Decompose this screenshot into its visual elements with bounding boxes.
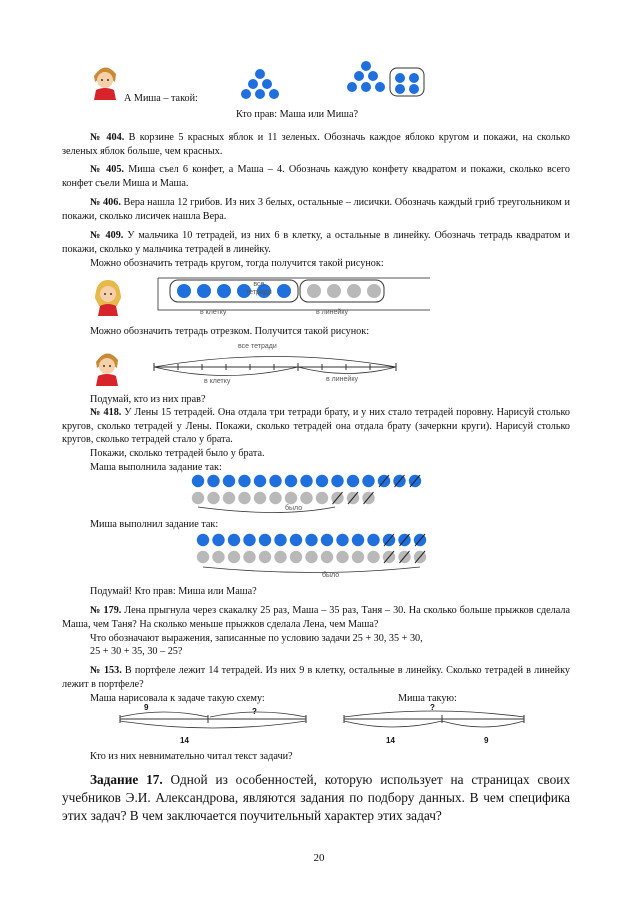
- dot-brother: [238, 492, 250, 504]
- masha-scheme-q: ?: [252, 707, 257, 716]
- label-was-1: было: [285, 505, 303, 512]
- label-all-notebooks: все тетради: [246, 281, 272, 296]
- dot-brother: [254, 492, 266, 504]
- boy-avatar-icon-2: [92, 346, 122, 386]
- dot-brother: [316, 492, 328, 504]
- girl-avatar-icon: [92, 276, 124, 316]
- dot-lena: [243, 534, 255, 546]
- misha-scheme-q: ?: [430, 703, 435, 712]
- dot-lena: [269, 475, 281, 487]
- task-405: № 405. Миша съел 6 конфет, а Маша – 4. Обозначь каждую конфету квадратом и покажи, сколько всего конфет съели Миша и Маша.: [62, 164, 570, 189]
- label-lined: в линейку: [316, 309, 348, 316]
- think-2: Подумай! Кто прав: Миша или Маша?: [90, 586, 257, 597]
- task-179-line2: Что обозначают выражения, записанные по условию задачи 25 + 30, 35 + 30,: [90, 633, 423, 644]
- task-404: № 404. В корзине 5 красных яблок и 11 зеленых. Обозначь каждое яблоко кругом и покажи, на сколько зеленых яблок больше, чем красных.: [62, 132, 570, 157]
- boy-avatar-icon: [90, 62, 120, 100]
- brace-was: [203, 567, 420, 573]
- dot-brother: [274, 551, 286, 563]
- dot-lena: [274, 534, 286, 546]
- misha-scheme: [342, 705, 542, 743]
- dot-brother: [228, 551, 240, 563]
- task-179-line3: 25 + 30 + 35, 30 – 25?: [90, 646, 183, 657]
- dot-brother: [336, 551, 348, 563]
- dot-lena: [212, 534, 224, 546]
- misha-scheme-14: 14: [386, 736, 395, 745]
- task-418-line4: Миша выполнил задание так:: [90, 519, 219, 530]
- dot-brother: [212, 551, 224, 563]
- dot-lena: [347, 475, 359, 487]
- task-153-misha: Миша такую:: [398, 693, 457, 704]
- task-179: № 179. Лена прыгнула через скакалку 25 раз, Маша – 35 раз, Таня – 30. На сколько больше прыжков сделала Маша, чем Таня? На сколько меньше прыжков сделала Лена, чем Маша?: [62, 605, 570, 630]
- dot-lena: [321, 534, 333, 546]
- dot-lena: [316, 475, 328, 487]
- notebooks-circle-diagram: [150, 276, 430, 320]
- dot-brother: [259, 551, 271, 563]
- dot-lena: [192, 475, 204, 487]
- dot-brother: [300, 492, 312, 504]
- dot-lena: [352, 534, 364, 546]
- page-number: 20: [313, 852, 325, 864]
- dot-brother: [269, 492, 281, 504]
- label-was-2: было: [322, 572, 340, 579]
- dot-lena: [367, 534, 379, 546]
- dot-lena: [362, 475, 374, 487]
- task-153: № 153. В портфеле лежит 14 тетрадей. Из них 9 в клетку, остальные в линейку. Сколько тетрадей в линейку лежит в портфеле?: [62, 665, 570, 690]
- segment-text: Можно обозначить тетрадь отрезком. Получится такой рисунок:: [90, 326, 370, 337]
- task-406: № 406. Вера нашла 12 грибов. Из них 3 белых, остальные – лисички. Обозначь каждый гриб треугольником и покажи, сколько лисичек нашла Вера.: [62, 197, 570, 222]
- dot-brother: [352, 551, 364, 563]
- masha-scheme-9: 9: [144, 703, 149, 712]
- dot-brother: [290, 551, 302, 563]
- task-409-line2: Можно обозначить тетрадь кругом, тогда получится такой рисунок:: [90, 258, 384, 269]
- masha-scheme-14: 14: [180, 736, 189, 745]
- seg-label-all: все тетради: [238, 343, 277, 350]
- misha-scheme-9: 9: [484, 736, 489, 745]
- task-418-line3: Маша выполнила задание так:: [90, 462, 222, 473]
- dot-lena: [259, 534, 271, 546]
- dot-lena: [336, 534, 348, 546]
- seg-label-grid: в клетку: [204, 378, 231, 385]
- masha-dots-figure: [190, 474, 440, 516]
- misha-label: А Миша – такой:: [124, 93, 198, 104]
- dot-lena: [238, 475, 250, 487]
- dot-brother: [207, 492, 219, 504]
- dot-lena: [300, 475, 312, 487]
- dot-brother: [305, 551, 317, 563]
- dots-pyramid-right: [342, 60, 432, 98]
- task-153-masha: Маша нарисовала к задаче такую схему:: [90, 693, 265, 704]
- dot-brother: [192, 492, 204, 504]
- dot-brother: [243, 551, 255, 563]
- dot-lena: [197, 534, 209, 546]
- dot-lena: [290, 534, 302, 546]
- seg-label-lined: в линейку: [326, 376, 358, 383]
- segment-diagram: [150, 348, 400, 388]
- dot-brother: [367, 551, 379, 563]
- dot-lena: [207, 475, 219, 487]
- dot-brother: [223, 492, 235, 504]
- dot-lena: [254, 475, 266, 487]
- brace-was: [198, 507, 335, 513]
- dots-pyramid-left: [236, 68, 286, 98]
- question-3: Кто из них невнимательно читал текст задачи?: [90, 751, 293, 762]
- dot-lena: [305, 534, 317, 546]
- task-418: № 418. У Лены 15 тетрадей. Она отдала три тетради брату, и у них стало тетрадей поровну. Нарисуй столько кругов, сколько тетрадей у Лены. Покажи, сколько тетрадей она отдала брату (зачеркни круги). Нарисуй столько кругов, сколько тетрадей стало у брата.: [62, 407, 570, 446]
- question-who-right: Кто прав: Маша или Миша?: [236, 109, 359, 120]
- dot-lena: [285, 475, 297, 487]
- dot-brother: [197, 551, 209, 563]
- misha-dots-figure: [195, 532, 445, 578]
- task-418-line2: Покажи, сколько тетрадей было у брата.: [90, 448, 265, 459]
- dot-brother: [321, 551, 333, 563]
- task-17: Задание 17. Одной из особенностей, которую использует на страницах своих учебников Э.И. Александрова, являются задания по подбору данных. В чем специфика этих задач? В чем заключается поучительный характер этих задач?: [62, 772, 570, 823]
- task-409: № 409. У мальчика 10 тетрадей, из них 6 в клетку, а остальные в линейку. Обозначь тетрадь квадратом и покажи, сколько у мальчика тетрадей в линейку.: [62, 230, 570, 255]
- dot-lena: [223, 475, 235, 487]
- dot-lena: [331, 475, 343, 487]
- dot-lena: [228, 534, 240, 546]
- dot-brother: [285, 492, 297, 504]
- think-1: Подумай, кто из них прав?: [90, 394, 206, 405]
- label-grid: в клетку: [200, 309, 227, 316]
